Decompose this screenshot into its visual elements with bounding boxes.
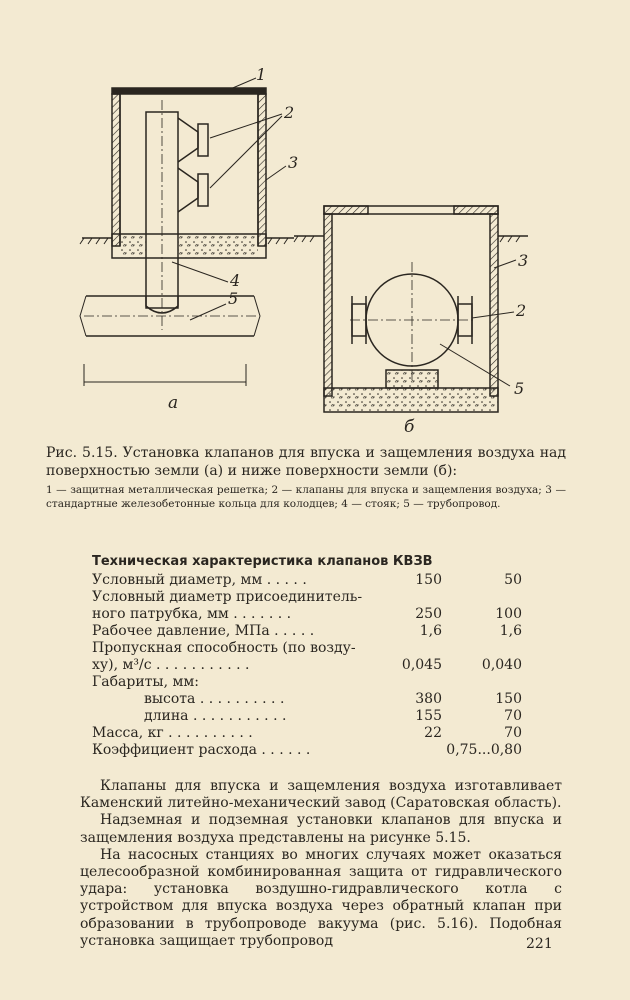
spec-value-range: 0,75...0,80	[446, 742, 522, 758]
panel-b-callout-5: 5	[514, 379, 525, 398]
spec-value-1: 250	[415, 606, 442, 622]
spec-value-1: 150	[415, 572, 442, 588]
spec-value-1: 0,045	[401, 657, 442, 673]
figure-legend: 1 — защитная металлическая решетка; 2 — клапаны для впуска и защемления воздуха; 3 — стандартные железобетонные кольца для колодцев; 4 — стояк; 5 — трубопровод.	[46, 484, 566, 510]
panel-b-callout-3: 3	[518, 251, 529, 270]
spec-label: Условный диаметр присоединитель-	[92, 589, 363, 605]
spec-row	[92, 725, 522, 742]
panel-a-drawing	[80, 78, 294, 386]
spec-label: Рабочее давление, МПа . . . . .	[92, 623, 315, 639]
spec-value-2: 100	[495, 606, 522, 622]
callout-4: 4	[230, 271, 241, 290]
spec-label: ху), м³/с . . . . . . . . . . .	[92, 657, 250, 673]
body-text	[80, 778, 562, 950]
spec-row	[92, 572, 522, 589]
spec-title: Техническая характеристика клапанов КВЗВ	[92, 554, 433, 569]
spec-value-2: 1,6	[499, 623, 522, 639]
panel-a-label: а	[168, 393, 179, 413]
paragraph: Клапаны для впуска и защемления воздуха изготавливает Каменский литейно-механический завод (Саратовская область).	[80, 778, 562, 812]
spec-value-1: 380	[415, 691, 442, 707]
spec-value-2: 50	[504, 572, 522, 588]
spec-label: ного патрубка, мм . . . . . . .	[92, 606, 292, 622]
spec-value-2: 70	[504, 708, 522, 724]
panel-b-drawing	[294, 206, 528, 412]
callout-3: 3	[288, 153, 299, 172]
spec-row	[92, 657, 522, 674]
callout-2: 2	[284, 103, 295, 122]
spec-label: Габариты, мм:	[92, 674, 199, 690]
spec-row	[92, 674, 522, 691]
spec-label: Условный диаметр, мм . . . . .	[92, 572, 307, 588]
spec-label: длина . . . . . . . . . . .	[144, 708, 287, 724]
spec-value-1: 155	[415, 708, 442, 724]
spec-value-1: 1,6	[419, 623, 442, 639]
spec-value-2: 70	[504, 725, 522, 741]
spec-label: Пропускная способность (по возду-	[92, 640, 356, 656]
spec-label: высота . . . . . . . . . .	[144, 691, 285, 707]
spec-row	[92, 640, 522, 657]
spec-row	[92, 589, 522, 606]
spec-table	[92, 572, 522, 759]
paragraph: На насосных станциях во многих случаях может оказаться целесообразной комбинированная защита от гидравлического удара: установка воздушно-гидравлического котла с устройством для впуска воздуха через обратный клапан при образовании в трубопроводе вакуума (рис. 5.16). Подобная установка защищает трубопровод	[80, 846, 562, 949]
spec-row	[92, 606, 522, 623]
figure-5-15	[0, 0, 630, 440]
callout-5: 5	[228, 289, 239, 308]
spec-label: Коэффициент расхода . . . . . .	[92, 742, 311, 758]
spec-row	[92, 742, 522, 759]
spec-label: Масса, кг . . . . . . . . . .	[92, 725, 253, 741]
panel-b-callout-2: 2	[516, 301, 527, 320]
spec-row	[92, 623, 522, 640]
figure-caption	[46, 444, 566, 480]
protective-grate	[112, 88, 266, 94]
panel-b-label: б	[404, 417, 415, 437]
spec-value-2: 0,040	[481, 657, 522, 673]
spec-value-2: 150	[495, 691, 522, 707]
caption-title: Рис. 5.15. Установка клапанов для впуска и защемления воздуха над поверхностью земли (а) и ниже поверхности земли (б):	[46, 445, 566, 479]
spec-value-1: 22	[424, 725, 442, 741]
spec-row	[92, 708, 522, 725]
page-number: 221	[526, 936, 553, 952]
paragraph: Надземная и подземная установки клапанов для впуска и защемления воздуха представлены на рисунке 5.15.	[80, 812, 562, 846]
callout-1: 1	[256, 65, 267, 84]
spec-row	[92, 691, 522, 708]
